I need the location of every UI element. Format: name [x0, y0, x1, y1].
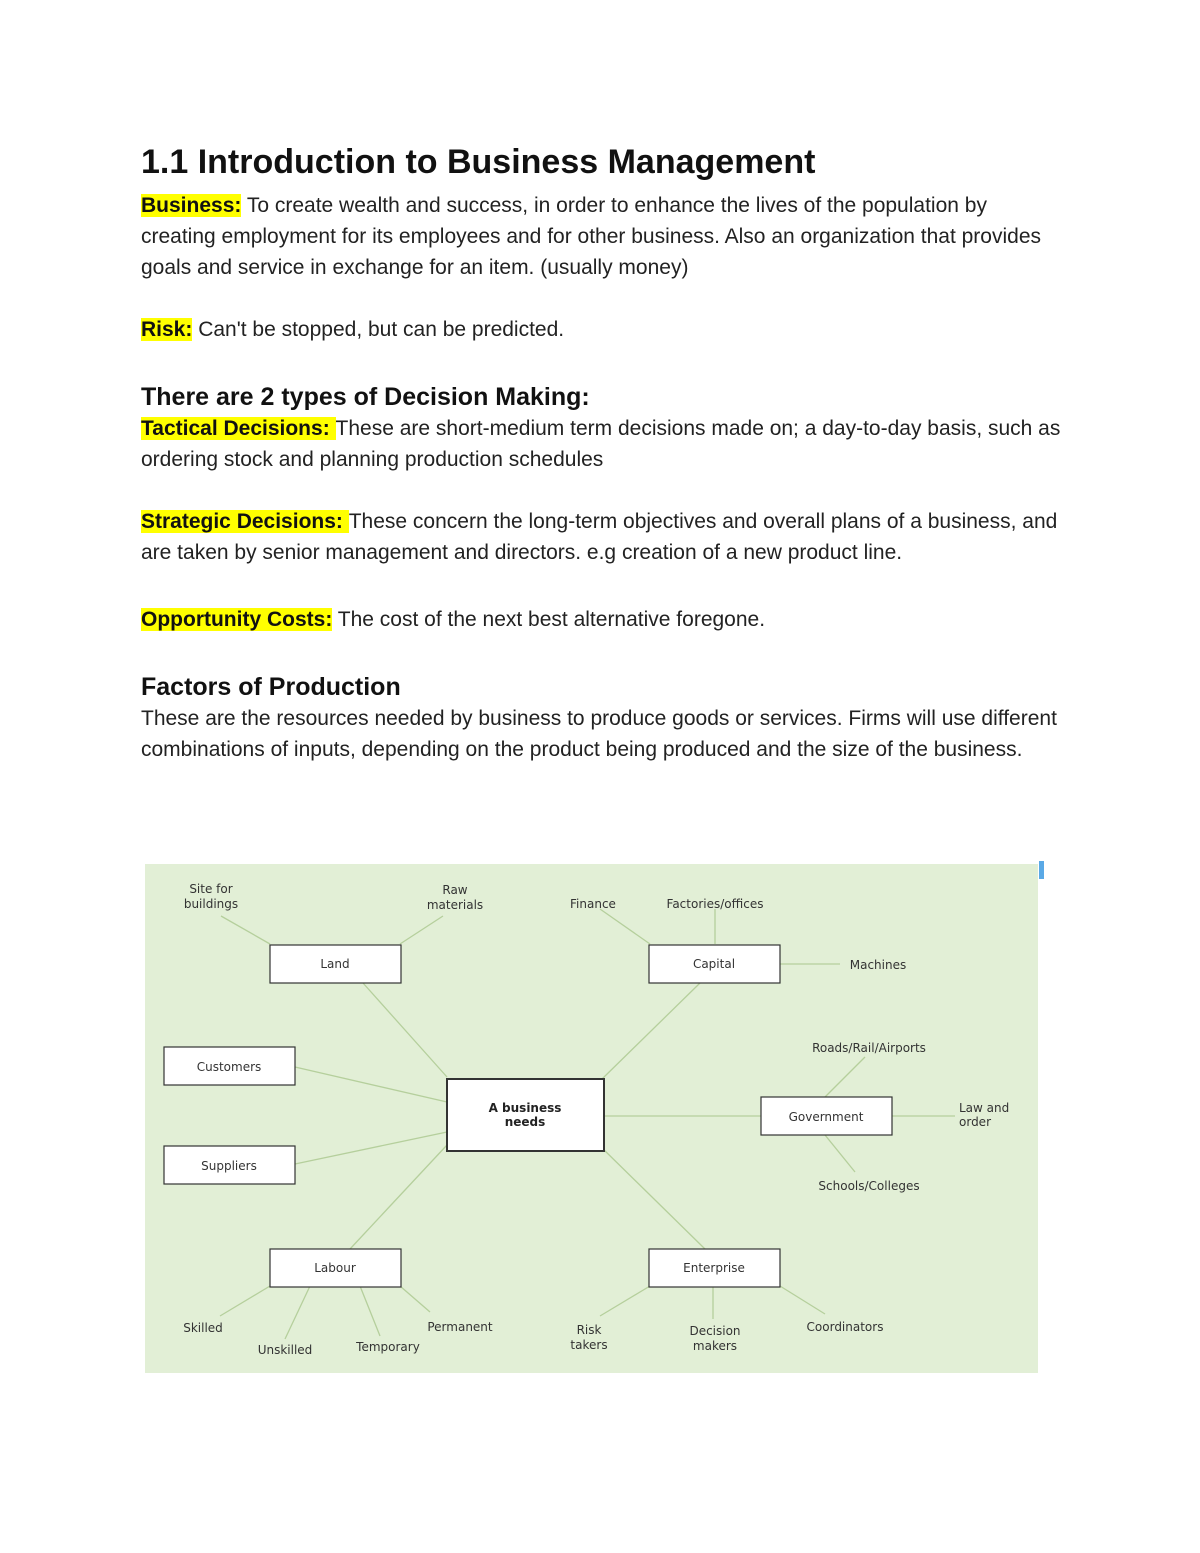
link-finance-capital	[600, 909, 650, 944]
leaf-machines: Machines	[849, 958, 907, 972]
tactical-text: These are short-medium term decisions made on; a day-to-day basis, such as ordering stock and planning production schedules	[141, 417, 1061, 471]
link-labour-skilled	[220, 1286, 270, 1316]
node-capital-label: Capital	[692, 957, 736, 971]
leaf-risk-line1: Risk	[576, 1323, 602, 1337]
node-labour	[270, 1249, 401, 1287]
opportunity-text: The cost of the next best alternative foregone.	[332, 608, 766, 631]
link-site-land	[221, 916, 270, 944]
leaf-finance: Finance	[570, 897, 616, 911]
link-labour-permanent	[400, 1286, 430, 1312]
leaf-site-line2: buildings	[183, 897, 239, 911]
factors-diagram	[145, 864, 1038, 1373]
selection-handle[interactable]	[1039, 861, 1044, 879]
node-labour-label: Labour	[314, 1261, 356, 1275]
link-government-schools	[825, 1135, 855, 1172]
factors-text: These are the resources needed by business to produce goods or services. Firms will use different combinations of inputs, depending on the product being produced and the size of the business.	[141, 707, 1057, 761]
node-center	[447, 1079, 604, 1151]
factors-diagram-svg	[145, 864, 1038, 1373]
link-land-center	[363, 983, 447, 1077]
tactical-definition	[141, 413, 1061, 475]
leaf-law-line2: order	[959, 1115, 991, 1129]
risk-definition	[141, 314, 1061, 345]
opportunity-definition	[141, 604, 1061, 635]
risk-term: Risk:	[141, 318, 193, 341]
business-term: Business:	[141, 194, 242, 217]
node-enterprise-label: Enterprise	[683, 1261, 745, 1275]
leaf-site-line1: Site for	[189, 882, 233, 896]
leaf-raw-line1: Raw	[442, 883, 468, 897]
leaf-schools: Schools/Colleges	[818, 1179, 920, 1193]
leaf-permanent: Permanent	[427, 1320, 493, 1334]
leaf-roads: Roads/Rail/Airports	[812, 1041, 926, 1055]
leaf-raw-line2: materials	[426, 898, 484, 912]
link-suppliers-center	[295, 1132, 447, 1164]
link-center-labour	[350, 1145, 447, 1249]
link-customers-center	[295, 1067, 447, 1102]
node-suppliers-label: Suppliers	[201, 1159, 257, 1173]
leaf-risk-line2: takers	[570, 1338, 608, 1352]
node-enterprise	[649, 1249, 780, 1287]
leaf-factories: Factories/offices	[666, 897, 764, 911]
node-land-label: Land	[320, 957, 350, 971]
node-customers-label: Customers	[196, 1060, 262, 1074]
node-land	[270, 945, 401, 983]
strategic-definition	[141, 506, 1061, 568]
business-text: To create wealth and success, in order to enhance the lives of the population by creating employment for its employees and for other business. Also an organization that provides goals and service in exchange for an item. (usually money)	[141, 194, 1041, 279]
tactical-term: Tactical Decisions:	[141, 417, 336, 440]
page-title: 1.1 Introduction to Business Management	[141, 143, 816, 181]
leaf-unskilled: Unskilled	[257, 1343, 313, 1357]
link-enterprise-risk	[600, 1286, 650, 1316]
leaf-law-line1: Law and	[959, 1101, 1010, 1115]
link-labour-temporary	[360, 1286, 380, 1336]
strategic-text: These concern the long-term objectives and overall plans of a business, and are taken by senior management and directors. e.g creation of a new product line.	[141, 510, 1058, 564]
link-center-capital	[602, 983, 700, 1079]
risk-text: Can't be stopped, but can be predicted.	[192, 318, 565, 341]
link-roads-government	[825, 1057, 865, 1097]
leaf-skilled: Skilled	[183, 1321, 223, 1335]
node-government-label: Government	[788, 1110, 864, 1124]
business-definition	[141, 190, 1061, 283]
factors-heading: Factors of Production	[141, 673, 401, 701]
center-label-line1: A business	[488, 1101, 562, 1115]
strategic-term: Strategic Decisions:	[141, 510, 349, 533]
link-raw-land	[400, 916, 443, 944]
leaf-temporary: Temporary	[356, 1340, 420, 1354]
decision-heading: There are 2 types of Decision Making:	[141, 383, 590, 411]
leaf-coordinators: Coordinators	[806, 1320, 884, 1334]
link-center-enterprise	[600, 1146, 705, 1249]
node-government	[761, 1097, 892, 1135]
document-page	[141, 140, 1061, 765]
node-customers	[164, 1047, 295, 1085]
leaf-decision-line1: Decision	[689, 1324, 741, 1338]
link-enterprise-coordinators	[780, 1286, 825, 1314]
opportunity-term: Opportunity Costs:	[141, 608, 333, 631]
center-label-line2: needs	[504, 1115, 546, 1129]
node-capital	[649, 945, 780, 983]
leaf-decision-line2: makers	[692, 1339, 738, 1353]
node-suppliers	[164, 1146, 295, 1184]
link-labour-unskilled	[285, 1286, 310, 1339]
